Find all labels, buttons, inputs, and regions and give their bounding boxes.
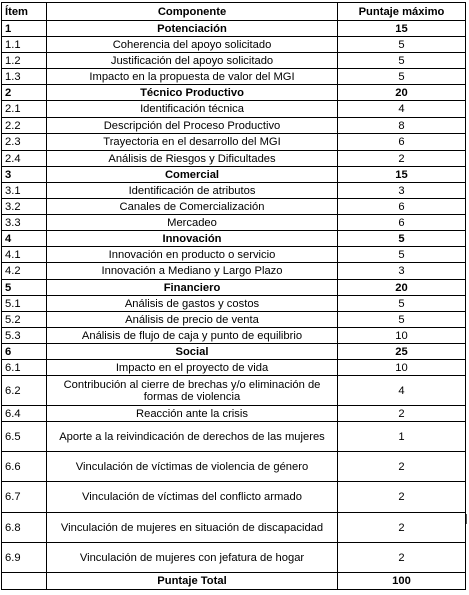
score-cell: 1	[338, 422, 466, 452]
table-row	[2, 296, 466, 312]
section-row	[2, 231, 466, 247]
component-cell: Trayectoria en el desarrollo del MGI	[47, 134, 338, 151]
table-row	[2, 134, 466, 151]
component-cell: Innovación	[47, 231, 338, 247]
component-cell: Análisis de precio de venta	[47, 312, 338, 328]
header-item: Ítem	[2, 3, 47, 21]
component-cell: Reacción ante la crisis	[47, 406, 338, 422]
table-row	[2, 312, 466, 328]
score-cell: 5	[338, 247, 466, 263]
score-cell: 5	[338, 231, 466, 247]
item-cell: 6.6	[2, 452, 47, 482]
table-row	[2, 452, 466, 482]
table-row	[2, 482, 466, 513]
scoring-table	[1, 2, 466, 590]
table-row	[2, 199, 466, 215]
item-cell: 4.2	[2, 263, 47, 280]
component-cell: Técnico Productivo	[47, 85, 338, 101]
score-cell: 2	[338, 406, 466, 422]
component-cell: Impacto en la propuesta de valor del MGI	[47, 69, 338, 85]
table-row	[2, 543, 466, 573]
item-cell: 6.9	[2, 543, 47, 573]
section-row	[2, 280, 466, 296]
component-cell: Análisis de flujo de caja y punto de equilibrio	[47, 328, 338, 344]
score-cell: 2	[338, 513, 466, 543]
component-cell: Comercial	[47, 167, 338, 183]
item-cell: 3.1	[2, 183, 47, 199]
component-cell: Identificación de atributos	[47, 183, 338, 199]
item-cell: 5	[2, 280, 47, 296]
table-row	[2, 118, 466, 134]
component-cell: Coherencia del apoyo solicitado	[47, 37, 338, 53]
component-cell: Contribución al cierre de brechas y/o eliminación de formas de violencia	[47, 376, 338, 406]
item-cell: 6.1	[2, 360, 47, 376]
item-cell: 4.1	[2, 247, 47, 263]
component-cell: Canales de Comercialización	[47, 199, 338, 215]
component-cell: Aporte a la reivindicación de derechos de las mujeres	[47, 422, 338, 452]
item-cell: 3.3	[2, 215, 47, 231]
total-score: 100	[338, 573, 466, 590]
score-cell: 4	[338, 101, 466, 118]
section-row	[2, 167, 466, 183]
table-row	[2, 376, 466, 406]
score-cell: 6	[338, 199, 466, 215]
component-cell: Potenciación	[47, 21, 338, 37]
table-row	[2, 151, 466, 167]
item-cell: 5.1	[2, 296, 47, 312]
item-cell: 2.2	[2, 118, 47, 134]
section-row	[2, 21, 466, 37]
item-cell: 2	[2, 85, 47, 101]
score-cell: 6	[338, 134, 466, 151]
score-cell: 6	[338, 215, 466, 231]
item-cell: 3	[2, 167, 47, 183]
table-row	[2, 101, 466, 118]
component-cell: Análisis de Riesgos y Dificultades	[47, 151, 338, 167]
table-row	[2, 37, 466, 53]
component-cell: Mercadeo	[47, 215, 338, 231]
score-cell: 8	[338, 118, 466, 134]
score-cell: 4	[338, 376, 466, 406]
score-cell: 2	[338, 452, 466, 482]
score-cell: 3	[338, 183, 466, 199]
score-cell: 2	[338, 151, 466, 167]
component-cell: Vinculación de mujeres con jefatura de hogar	[47, 543, 338, 573]
component-cell: Impacto en el proyecto de vida	[47, 360, 338, 376]
component-cell: Justificación del apoyo solicitado	[47, 53, 338, 69]
item-cell: 1.3	[2, 69, 47, 85]
component-cell: Vinculación de mujeres en situación de discapacidad	[47, 513, 338, 543]
item-cell: 6.8	[2, 513, 47, 543]
score-cell: 10	[338, 328, 466, 344]
component-cell: Identificación técnica	[47, 101, 338, 118]
table-row	[2, 513, 466, 543]
table-row	[2, 263, 466, 280]
score-cell: 5	[338, 37, 466, 53]
score-cell: 15	[338, 167, 466, 183]
component-cell: Vinculación de víctimas del conflicto armado	[47, 482, 338, 513]
score-cell: 15	[338, 21, 466, 37]
header-row	[2, 3, 466, 21]
item-cell: 5.3	[2, 328, 47, 344]
item-cell: 1	[2, 21, 47, 37]
item-cell: 6.4	[2, 406, 47, 422]
item-cell: 1.2	[2, 53, 47, 69]
score-cell: 2	[338, 543, 466, 573]
page-edge-mark	[466, 514, 467, 524]
section-row	[2, 344, 466, 360]
total-item-cell	[2, 573, 47, 590]
item-cell: 6.7	[2, 482, 47, 513]
table-row	[2, 328, 466, 344]
item-cell: 3.2	[2, 199, 47, 215]
total-label: Puntaje Total	[47, 573, 338, 590]
table-row	[2, 183, 466, 199]
item-cell: 2.4	[2, 151, 47, 167]
header-component: Componente	[47, 3, 338, 21]
table-row	[2, 360, 466, 376]
score-cell: 5	[338, 312, 466, 328]
score-cell: 5	[338, 69, 466, 85]
component-cell: Innovación en producto o servicio	[47, 247, 338, 263]
item-cell: 2.3	[2, 134, 47, 151]
component-cell: Financiero	[47, 280, 338, 296]
score-cell: 5	[338, 53, 466, 69]
header-score: Puntaje máximo	[338, 3, 466, 21]
item-cell: 2.1	[2, 101, 47, 118]
item-cell: 6.2	[2, 376, 47, 406]
score-cell: 2	[338, 482, 466, 513]
table-row	[2, 53, 466, 69]
table-row	[2, 215, 466, 231]
component-cell: Vinculación de víctimas de violencia de género	[47, 452, 338, 482]
score-cell: 20	[338, 85, 466, 101]
component-cell: Social	[47, 344, 338, 360]
component-cell: Descripción del Proceso Productivo	[47, 118, 338, 134]
table-body	[2, 21, 466, 573]
item-cell: 1.1	[2, 37, 47, 53]
total-row	[2, 573, 466, 590]
score-cell: 3	[338, 263, 466, 280]
table-row	[2, 406, 466, 422]
table-row	[2, 69, 466, 85]
score-cell: 25	[338, 344, 466, 360]
item-cell: 6	[2, 344, 47, 360]
table-row	[2, 422, 466, 452]
section-row	[2, 85, 466, 101]
score-cell: 5	[338, 296, 466, 312]
item-cell: 6.5	[2, 422, 47, 452]
item-cell: 4	[2, 231, 47, 247]
item-cell: 5.2	[2, 312, 47, 328]
table-row	[2, 247, 466, 263]
component-cell: Análisis de gastos y costos	[47, 296, 338, 312]
score-cell: 10	[338, 360, 466, 376]
component-cell: Innovación a Mediano y Largo Plazo	[47, 263, 338, 280]
score-cell: 20	[338, 280, 466, 296]
